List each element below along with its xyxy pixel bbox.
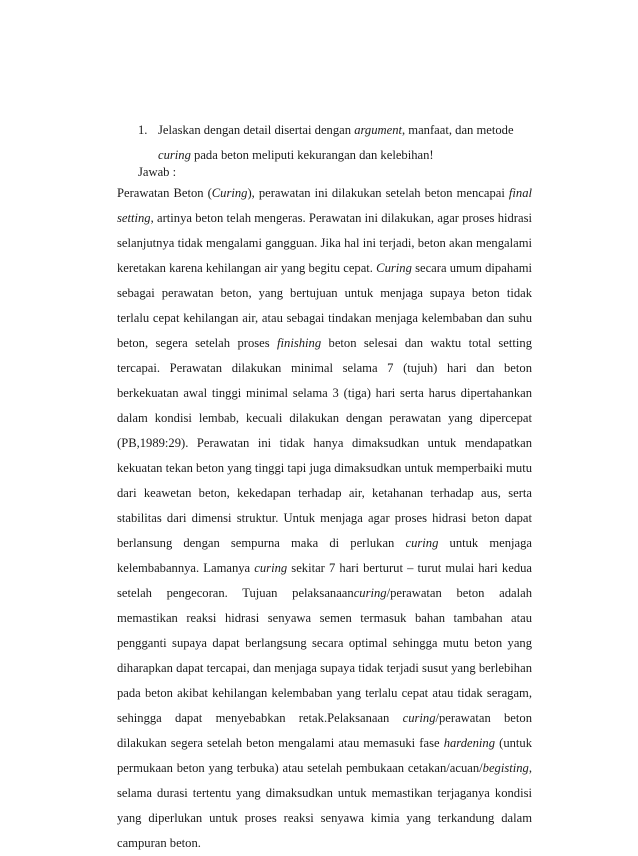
italic-term: finishing: [277, 336, 322, 350]
answer-label: Jawab :: [138, 165, 177, 179]
text-run: secara umum dipahami sebagai perawatan beton, yang bertujuan untuk menjaga supaya beton tidak terlalu cepat kehilangan air, atau sebagai tindakan menjaga kelembaban dan suhu beton, segera setelah proses: [117, 261, 533, 350]
italic-term: hardening: [443, 736, 495, 750]
italic-term: curing: [254, 561, 288, 575]
italic-term: curing: [405, 536, 439, 550]
text-run: Jelaskan dengan detail disertai dengan: [158, 123, 355, 137]
italic-term: final setting: [117, 186, 532, 225]
italic-term: curing: [353, 586, 387, 600]
question-item: [138, 118, 538, 168]
italic-term: Curing: [376, 261, 412, 275]
question-number: 1.: [138, 123, 148, 137]
text-run: ), perawatan ini dilakukan setelah beton mencapai: [247, 186, 509, 200]
question-text: [158, 118, 538, 168]
text-run: , manfaat, dan metode: [402, 123, 514, 137]
text-run: pada beton meliputi kekurangan dan kelebihan!: [190, 148, 434, 162]
text-run: (untuk permukaan beton yang terbuka) atau setelah pembukaan cetakan/acuan/: [117, 736, 532, 775]
text-run: untuk menjaga kelembabannya. Lamanya: [117, 536, 532, 575]
text-run: Perawatan Beton (: [117, 186, 212, 200]
text-run: /perawatan beton adalah memastikan reaksi hidrasi senyawa semen termasuk bahan tambahan atau pengganti supaya dapat berlangsung secara optimal sehingga mutu beton yang diharapkan dapat tercapai, dan menjaga supaya tidak terjadi susut yang berlebihan pada beton akibat kehilangan kelembaban yang terlalu cepat atau tidak seragam, sehingga dapat menyebabkan retak.Pelaksanaan: [117, 586, 532, 725]
italic-term: begisting: [482, 761, 529, 775]
text-run: , artinya beton telah mengeras. Perawatan ini dilakukan, agar proses hidrasi selanjutnya tidak mengalami gangguan. Jika hal ini terjadi, beton akan mengalami keretakan karena kehilangan air yang begitu cepat.: [117, 211, 532, 275]
italic-term: Curing: [211, 186, 248, 200]
answer-paragraph: [117, 181, 532, 856]
italic-term: curing: [158, 148, 191, 162]
italic-term: curing: [402, 711, 436, 725]
text-run: , selama durasi tertentu yang dimaksudkan untuk memastikan terjaganya kondisi yang diperlukan untuk proses reaksi senyawa kimia yang terkandung dalam campuran beton.: [117, 761, 532, 850]
text-run: sekitar 7 hari berturut – turut mulai hari kedua setelah pengecoran. Tujuan pelaksanaan: [117, 561, 533, 600]
text-run: /perawatan beton dilakukan segera setelah beton mengalami atau memasuki fase: [117, 711, 532, 750]
text-run: beton selesai dan waktu total setting tercapai. Perawatan dilakukan minimal selama 7 (tujuh) hari dan beton berkekuatan awal tinggi minimal selama 3 (tiga) hari serta harus dipertahankan dalam kondisi lembab, kecuali dilakukan dengan perawatan yang dipercepat (PB,1989:29). Perawatan ini tidak hanya dimaksudkan untuk mendapatkan kekuatan tekan beton yang tinggi tapi juga dimaksudkan untuk memperbaiki mutu dari keawetan beton, kekedapan terhadap air, ketahanan terhadap aus, serta stabilitas dari dimensi struktur. Untuk menjaga agar proses hidrasi beton dapat berlansung dengan sempurna maka di perlukan: [117, 336, 532, 550]
italic-term: argument: [354, 123, 402, 137]
